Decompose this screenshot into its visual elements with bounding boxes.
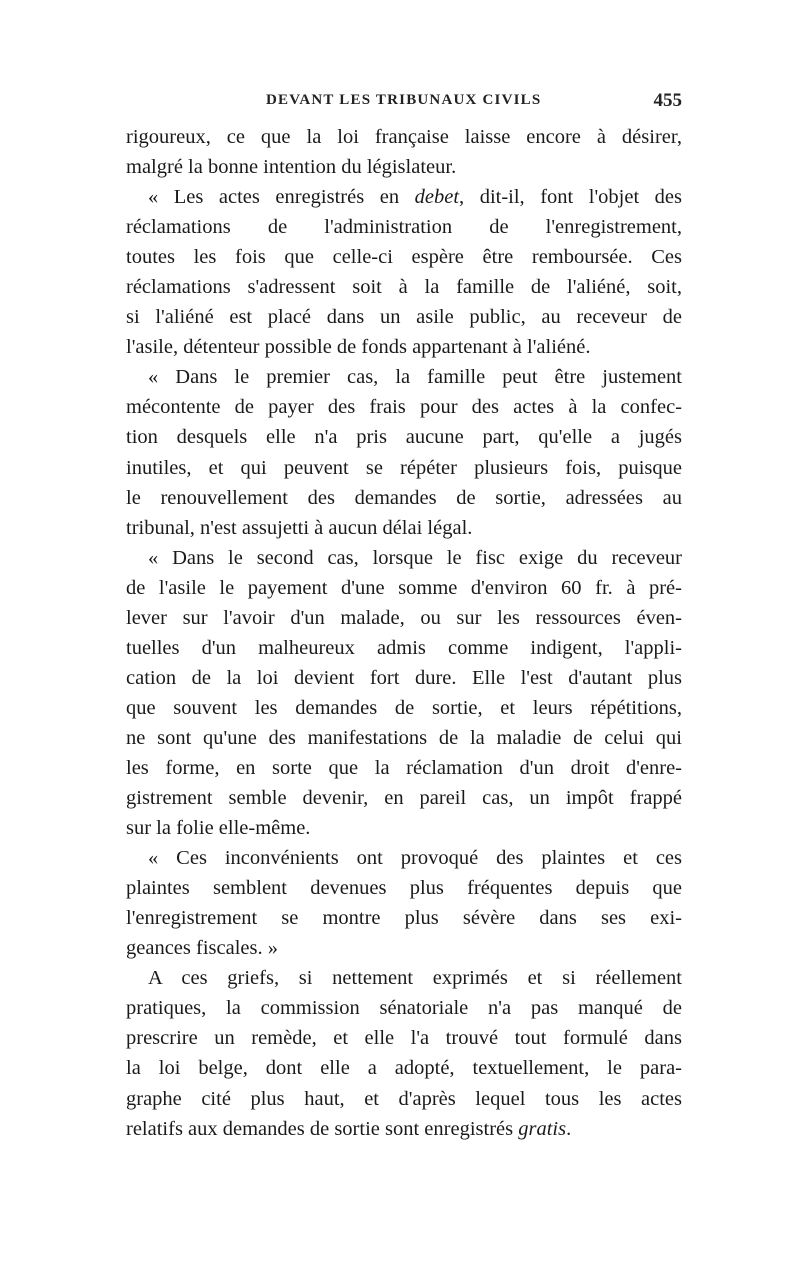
text-line: cation de la loi devient fort dure. Elle l'est d'autant plus (126, 666, 682, 689)
text-line: malgré la bonne intention du législateur. (126, 156, 457, 179)
text-line: l'asile, détenteur possible de fonds appartenant à l'aliéné. (126, 336, 591, 359)
text-line: inutiles, et qui peuvent se répéter plusieurs fois, puisque (126, 456, 682, 479)
text-line: « Les actes enregistrés en debet, dit-il, font l'objet des (148, 186, 682, 209)
text-line: tuelles d'un malheureux admis comme indigent, l'appli- (126, 636, 682, 659)
text-line: le renouvellement des demandes de sortie, adressées au (126, 486, 682, 509)
text-line: « Dans le premier cas, la famille peut être justement (148, 366, 682, 389)
text-line: geances fiscales. » (126, 937, 278, 960)
text-line: pratiques, la commission sénatoriale n'a pas manqué de (126, 997, 682, 1020)
running-head (126, 92, 682, 116)
text-line: la loi belge, dont elle a adopté, textuellement, le para- (126, 1057, 682, 1080)
text-line: relatifs aux demandes de sortie sont enregistrés gratis. (126, 1117, 572, 1140)
text-line: gistrement semble devenir, en pareil cas, un impôt frappé (126, 787, 682, 810)
text-line: A ces griefs, si nettement exprimés et si réellement (148, 967, 682, 990)
text-line: sur la folie elle-même. (126, 817, 311, 840)
running-title: DEVANT LES TRIBUNAUX CIVILS (266, 92, 542, 108)
text-line: toutes les fois que celle-ci espère être remboursée. Ces (126, 246, 682, 269)
text-line: plaintes semblent devenues plus fréquentes depuis que (126, 877, 682, 900)
text-line: ne sont qu'une des manifestations de la maladie de celui qui (126, 726, 682, 749)
body-text (126, 122, 682, 1144)
text-line: que souvent les demandes de sortie, et leurs répétitions, (126, 696, 682, 719)
text-line: graphe cité plus haut, et d'après lequel tous les actes (126, 1087, 682, 1110)
page-number: 455 (653, 90, 682, 111)
text-line: l'enregistrement se montre plus sévère dans ses exi- (126, 907, 682, 930)
text-line: les forme, en sorte que la réclamation d'un droit d'enre- (126, 756, 682, 779)
text-line: « Ces inconvénients ont provoqué des plaintes et ces (148, 847, 682, 870)
text-line: tion desquels elle n'a pris aucune part, qu'elle a jugés (126, 426, 682, 449)
text-line: tribunal, n'est assujetti à aucun délai légal. (126, 516, 473, 539)
text-line: mécontente de payer des frais pour des actes à la confec- (126, 396, 682, 419)
text-line: réclamations s'adressent soit à la famille de l'aliéné, soit, (126, 276, 682, 299)
text-line: de l'asile le payement d'une somme d'environ 60 fr. à pré- (126, 576, 682, 599)
text-line: « Dans le second cas, lorsque le fisc exige du receveur (148, 546, 682, 569)
text-line: réclamations de l'administration de l'enregistrement, (126, 216, 682, 239)
text-line: si l'aliéné est placé dans un asile public, au receveur de (126, 306, 682, 329)
text-line: lever sur l'avoir d'un malade, ou sur les ressources éven- (126, 606, 682, 629)
text-line: prescrire un remède, et elle l'a trouvé tout formulé dans (126, 1027, 682, 1050)
text-line: rigoureux, ce que la loi française laisse encore à désirer, (126, 126, 682, 148)
